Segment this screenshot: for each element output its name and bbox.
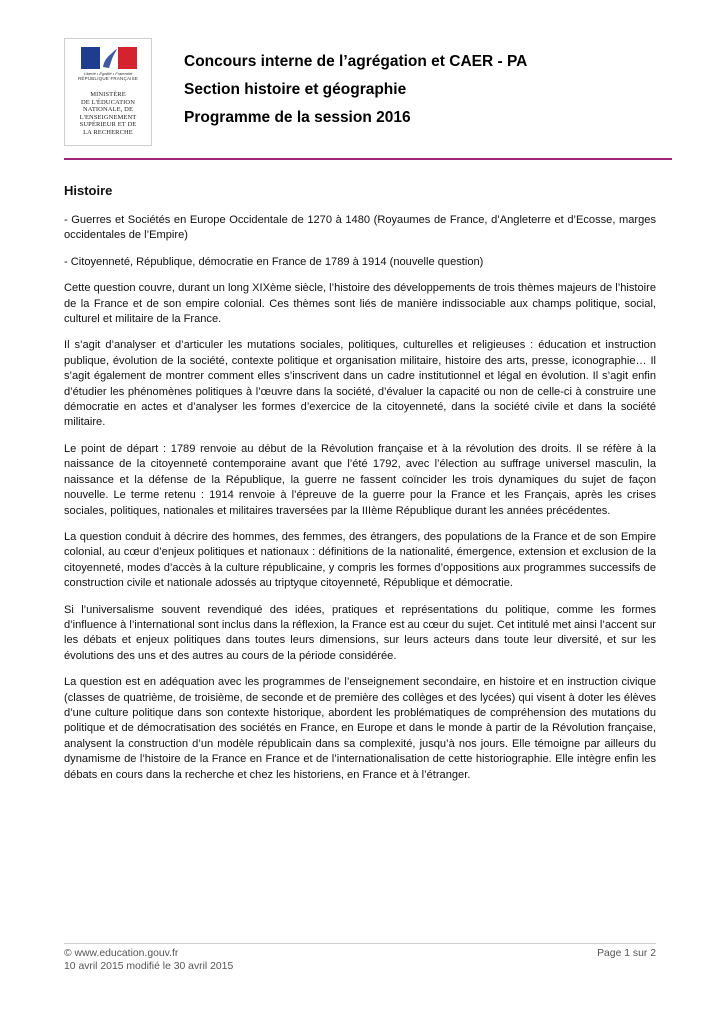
footer-divider	[64, 943, 656, 944]
paragraph-4: Il s’agit d’analyser et d’articuler les mutations sociales, politiques, culturelles et religieuses : éducation et instruction publique, évolution de la société, contexte politique et organisation militaire, histoire des arts, presse, iconographie… Il s’agit également de montrer comment elles s’inscrivent dans un cadre institutionnel et légal en évolution. Il s’agit enfin d’étudier les phénomènes politiques à l’œuvre dans la société, d’évaluer la capacité ou non de celle-ci à construire une démocratie en actes et d’analyser les formes d’exercice de la citoyenneté, dans la société civile et dans la société militaire.	[64, 339, 656, 429]
footer-website: © www.education.gouv.fr	[64, 948, 179, 959]
paragraph-6: La question conduit à décrire des hommes, des femmes, des étrangers, des populations de la France et de son Empire colonial, au cœur d’enjeux politiques et nationaux : définitions de la nationalité, émergence, extension et exclusion de la citoyenneté, modes d’accès à la culture républicaine, y compris les formes d’oppositions aux programmes successifs de construction civile et nationale adossés au triptyque citoyenneté, République et démocratie.	[64, 530, 656, 590]
footer-date: 10 avril 2015 modifié le 30 avril 2015	[64, 961, 234, 972]
footer-info	[64, 947, 233, 973]
header-divider	[64, 158, 672, 160]
document-header	[184, 52, 527, 136]
logo-motto: Liberté • Égalité • Fraternité	[83, 71, 133, 76]
page-number: Page 1 sur 2	[597, 948, 656, 959]
title-line-2: Section histoire et géographie	[184, 81, 407, 98]
document-body	[64, 183, 656, 794]
paragraph-2: - Citoyenneté, République, démocratie en France de 1789 à 1914 (nouvelle question)	[64, 255, 484, 268]
section-title: Histoire	[64, 183, 113, 198]
logo-republic: RÉPUBLIQUE FRANÇAISE	[77, 76, 138, 81]
marianne-flag-icon	[81, 47, 137, 69]
paragraph-1: - Guerres et Sociétés en Europe Occidentale de 1270 à 1480 (Royaumes de France, d’Angleterre et d’Ecosse, marges occidentales de l’Empire)	[64, 214, 656, 242]
paragraph-8: La question est en adéquation avec les programmes de l’enseignement secondaire, en histoire et en instruction civique (classes de quatrième, de troisième, de seconde et de première des collèges et des lycées) qui visent à doter les élèves d’une culture politique dans son contexte historique, abordent les problématiques de compréhension des mutations du politique et de démocratisation des sociétés en France, en Europe et dans le monde à partir de la Révolution française, analysent la construction d’un modèle républicain dans sa complexité, jusqu’à nos jours. Elle témoigne par ailleurs du dynamisme de l’histoire de la France en France et de l’internationalisation de cette historiographie. Elle intègre enfin les débats en cours dans la recherche et chez les historiens, en France et à l’étranger.	[64, 676, 656, 781]
title-line-1: Concours interne de l’agrégation et CAER - PA	[184, 53, 528, 70]
paragraph-3: Cette question couvre, durant un long XIXème siècle, l’histoire des développements de trois thèmes majeurs de l’histoire de la France et de son empire colonial. Ces thèmes sont liés de manière indissociable aux champs politique, social, culturel et militaire de la France.	[64, 282, 656, 326]
paragraph-7: Si l’universalisme souvent revendiqué des idées, pratiques et représentations du politique, comme les formes d’influence à l’international sont inclus dans la réflexion, la France est au cœur du sujet. Cet intitulé met ainsi l’accent sur les débats et enjeux politiques dans toutes leurs dimensions, sur leurs acteurs dans toute leur diversité, et sur les évolutions des uns et des autres au cours de la période considérée.	[64, 603, 656, 662]
paragraph-5: Le point de départ : 1789 renvoie au début de la Révolution française et à la révolution des droits. Il se réfère à la naissance de la citoyenneté contemporaine avant que l’été 1792, avec l’élection au suffrage universel masculin, la naissance et la défense de la République, la guerre ne fassent coïncider les trois dynamiques du sujet de façon nouvelle. Le terme retenu : 1914 renvoie à l’épreuve de la guerre pour la France et les Français, après les crises sociales, politiques, nationales et militaires traversées par la IIIème République durant les années précédentes.	[64, 442, 656, 517]
title-line-3: Programme de la session 2016	[184, 109, 411, 126]
ministry-logo	[64, 38, 152, 146]
logo-ministry-name: MINISTÈRE DE L'ÉDUCATION NATIONALE, DE L'ENSEIGNEMENT SUPÉRIEUR ET DE LA RECHERCHE	[79, 91, 137, 136]
